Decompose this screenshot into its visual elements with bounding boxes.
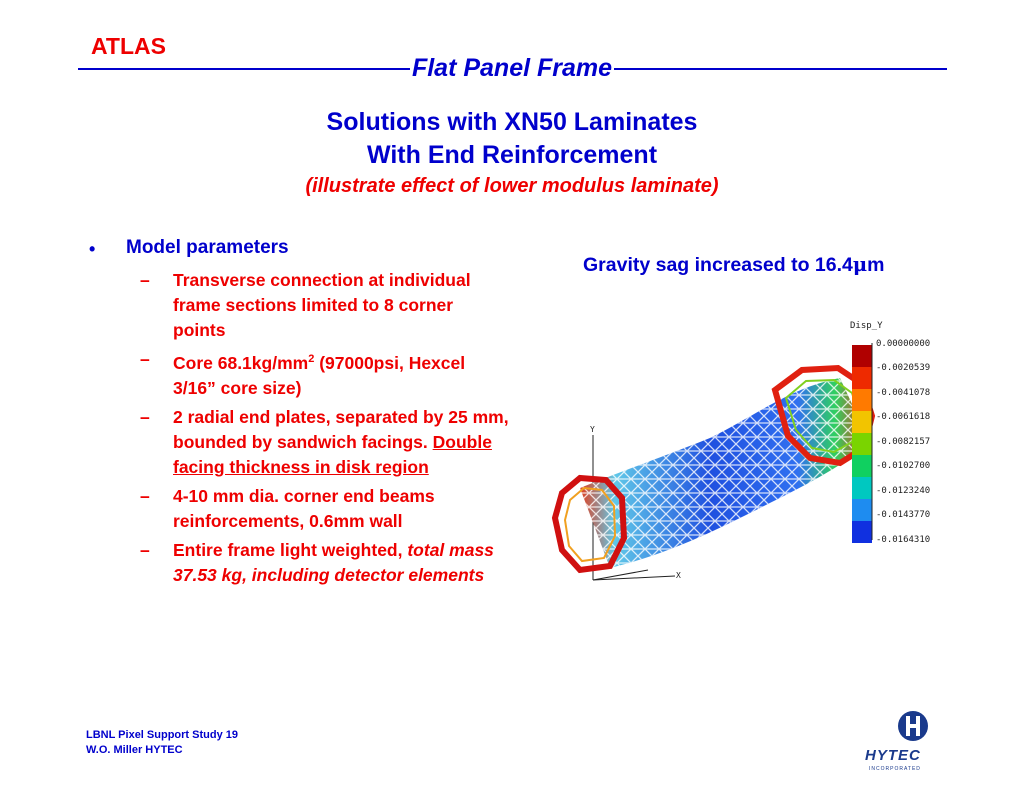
section-title: Flat Panel Frame xyxy=(411,54,613,82)
frame-model xyxy=(555,368,872,570)
colorbar-label: -0.0020539 xyxy=(876,363,931,373)
parameter-list xyxy=(140,268,510,592)
svg-text:HYTEC: HYTEC xyxy=(865,747,921,764)
colorbar-label: -0.0143770 xyxy=(876,510,931,520)
param-end-plates: – 2 radial end plates, separated by 25 mm, bounded by sandwich facings. Double facing thickness in disk region xyxy=(140,406,509,477)
colorbar-title: Disp_Y xyxy=(850,321,883,331)
hytec-logo xyxy=(855,708,945,778)
footer-line1: LBNL Pixel Support Study 19 xyxy=(86,729,238,741)
colorbar-label: -0.0164310 xyxy=(876,535,931,545)
footer xyxy=(86,728,238,758)
param-core: – Core $68.1kg/mm^2$ (97000psi, Hexcel 3/16” core size) xyxy=(140,349,466,398)
y-axis-label: Y xyxy=(590,425,595,434)
x-axis-label: X xyxy=(676,571,681,580)
colorbar-label: -0.0082157 xyxy=(876,437,931,447)
slide-subtitle: (illustrate effect of lower modulus laminate) xyxy=(305,175,719,197)
param-transverse: – Transverse connection at individual frame sections limited to 8 corner points xyxy=(140,270,471,340)
slide-title-line2: With End Reinforcement xyxy=(366,141,658,169)
colorbar-label: -0.0041078 xyxy=(876,388,931,398)
fea-displacement-figure xyxy=(540,318,1000,598)
slide-title-line1: Solutions with XN50 Laminates xyxy=(326,108,698,136)
gravity-sag-result: Gravity sag increased to 16.4μm xyxy=(583,253,885,276)
svg-text:INCORPORATED: INCORPORATED xyxy=(869,766,921,772)
bullet-marker: • xyxy=(89,239,96,259)
bullet-model-parameters: Model parameters xyxy=(126,237,289,258)
colorbar-label: -0.0102700 xyxy=(876,461,931,471)
footer-line2: W.O. Miller HYTEC xyxy=(86,744,183,756)
param-frame-mass: – Entire frame light weighted, total mass 37.53 kg, including detector elements xyxy=(140,539,494,585)
colorbar-label: -0.0061618 xyxy=(876,412,931,422)
colorbar-label: 0.00000000 xyxy=(876,339,931,349)
atlas-brand: ATLAS xyxy=(91,33,166,59)
colorbar-label: -0.0123240 xyxy=(876,486,931,496)
colorbar xyxy=(852,343,872,543)
param-end-beams: – 4-10 mm dia. corner end beams reinforcements, 0.6mm wall xyxy=(140,485,435,531)
